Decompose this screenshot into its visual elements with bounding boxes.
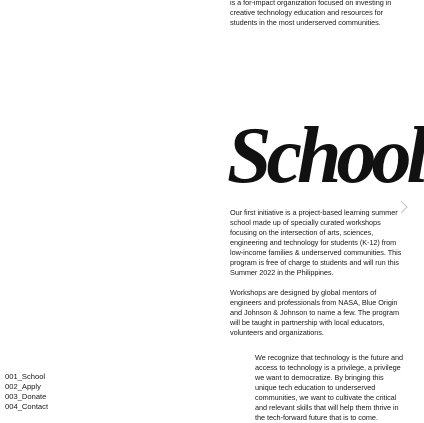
main-nav xyxy=(5,372,48,412)
workshops-paragraph: Workshops are designed by global mentors of engineers and professionals from NASA, Blue Origin and Johnson & Johnson to name a few. The program will be taught in partnership with local educators, volunteers and organizations. xyxy=(230,288,400,337)
intro-text: is a for-impact organization focused on investing in creative technology education and resources for students in the most underserved communities. xyxy=(230,0,392,27)
hero-title: School xyxy=(227,112,424,200)
first-initiative-paragraph: Our first initiative is a project-based learning summer school made up of specially curated workshops focusing on the intersection of arts, sciences, engineering and technology for students (K-12) from low-income families & underserved communities. This program is free of charge to students and will run this Summer 2022 in the Philippines. xyxy=(230,208,402,277)
nav-item-school[interactable]: 001_School xyxy=(5,372,46,381)
mission-paragraph: We recognize that technology is the future and access to technology is a privilege, a privilege we want to democratize. By bringing this unique tech education to underserved communities, we want to cultivate the critical and relevant skills that will help them thrive in the tech-forward future that is to come. xyxy=(255,353,404,422)
nav-item-contact[interactable]: 004_Contact xyxy=(5,402,49,411)
nav-item-donate[interactable]: 003_Donate xyxy=(5,392,47,401)
nav-item-apply[interactable]: 002_Apply xyxy=(5,382,41,391)
